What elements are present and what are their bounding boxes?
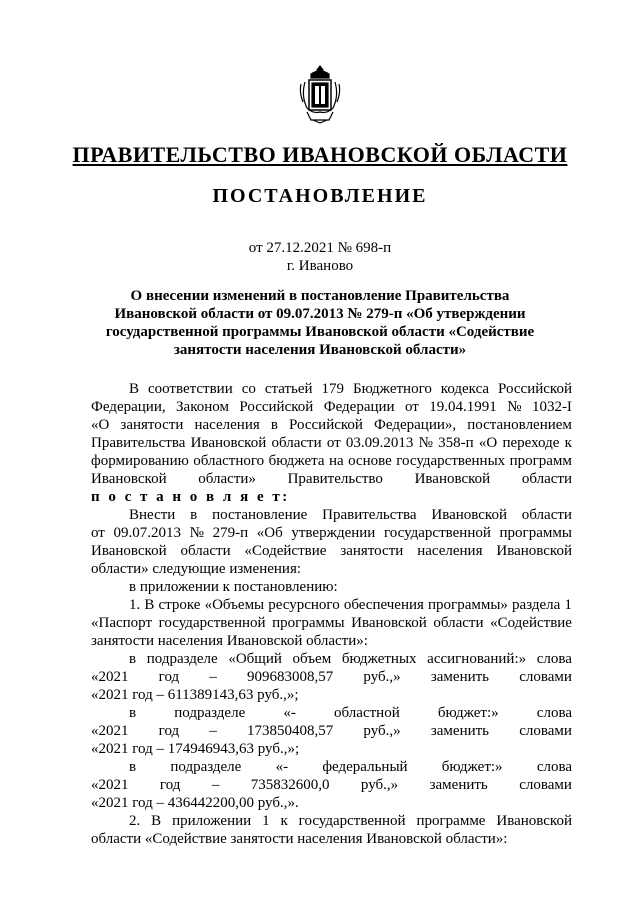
word: области (521, 507, 572, 523)
word: 2. (129, 813, 141, 829)
word: области (180, 543, 231, 559)
text-line (91, 434, 572, 452)
word: Федерации, (91, 399, 166, 415)
line-text: занятости населения Ивановской области»: (91, 633, 368, 649)
text-line (91, 704, 572, 722)
text-line (91, 380, 572, 398)
word: руб.,» (360, 777, 399, 793)
word: Правительства (91, 435, 186, 451)
word: Российской (239, 399, 314, 415)
word: области (271, 435, 322, 451)
word: программе (416, 813, 486, 829)
text-line (91, 776, 572, 794)
word: – (209, 723, 217, 739)
word: программы (499, 525, 572, 541)
word: основе (348, 453, 392, 469)
word: Ивановской (351, 615, 427, 631)
word: В (129, 381, 140, 397)
word: подразделе (170, 759, 242, 775)
line-text: «2021 год – 174946943,63 руб.,»; (91, 741, 300, 757)
word: Внести (129, 507, 176, 523)
word: «О (478, 435, 498, 451)
word: областной (334, 705, 400, 721)
word: Российской (289, 417, 363, 433)
word: Правительства (322, 507, 417, 523)
word: к (564, 435, 572, 451)
word: руб.,» (363, 723, 401, 739)
text-line (91, 794, 572, 812)
word: ассигнований:» (427, 651, 527, 667)
word: год (158, 669, 180, 685)
word: «2021 (91, 777, 129, 793)
word: Законом (176, 399, 229, 415)
word: словами (519, 723, 572, 739)
word: Ивановской (91, 543, 167, 559)
word: слова (536, 651, 572, 667)
word: Ивановской (496, 813, 572, 829)
word: 1032-I (531, 399, 572, 415)
word: 735832600,0 (250, 777, 330, 793)
word: № (507, 399, 522, 415)
text-line (91, 686, 572, 704)
coat-of-arms-icon (297, 62, 343, 124)
word: населения (194, 417, 260, 433)
word: Ивановской (190, 435, 267, 451)
word: словами (519, 777, 572, 793)
word: бюджетных (341, 651, 417, 667)
text-line (91, 668, 572, 686)
word: формированию (91, 453, 189, 469)
line-text: в приложении к постановлению: (129, 579, 338, 595)
word: год (158, 723, 180, 739)
word: № (189, 525, 204, 541)
line-text: «2021 год – 611389143,63 руб.,»; (91, 687, 299, 703)
word: бюджет:» (437, 705, 499, 721)
text-line (91, 632, 572, 650)
word: «2021 (91, 669, 129, 685)
word: «Объемы (204, 597, 265, 613)
word: «Общий (228, 651, 282, 667)
word: подразделе (146, 651, 218, 667)
word: соответствии (147, 381, 233, 397)
word: бюджет:» (441, 759, 503, 775)
line-text: «2021 год – 436442200,00 руб.,». (91, 795, 299, 811)
word: В (151, 813, 162, 829)
word: строке (158, 597, 201, 613)
word: кодекса (440, 381, 490, 397)
word: заменить (429, 777, 488, 793)
government-name: ПРАВИТЕЛЬСТВО ИВАНОВСКОЙ ОБЛАСТИ (72, 142, 568, 167)
word: в (129, 759, 137, 775)
text-line (91, 470, 572, 488)
word: 909683008,57 (247, 669, 334, 685)
word: утверждении (291, 525, 376, 541)
word: год (159, 777, 181, 793)
word: переходе (502, 435, 560, 451)
word: государственных (396, 453, 506, 469)
word: программы» (428, 597, 508, 613)
word: 1. (129, 597, 141, 613)
text-line (91, 542, 572, 560)
subject-line: государственной программы Ивановской области «Содействие (105, 324, 535, 340)
word: «Паспорт (91, 615, 153, 631)
word: программ (509, 453, 572, 469)
word: на (328, 453, 344, 469)
word: Ивановской (414, 471, 491, 487)
word: в (270, 417, 278, 433)
text-line (91, 416, 572, 434)
word: приложении (172, 813, 252, 829)
word: Ивановской (431, 507, 507, 523)
subject-line: О внесении изменений в постановление Правительства (130, 288, 510, 304)
word: руб.,» (363, 669, 401, 685)
word: области» (198, 471, 256, 487)
text-line (91, 812, 572, 830)
word: – (211, 777, 220, 793)
decree-subject (0, 287, 640, 359)
word: 09.07.2013 (113, 525, 181, 541)
subject-line: занятости населения Ивановской области» (173, 342, 467, 358)
word: слова (536, 705, 572, 721)
text-line (91, 398, 572, 416)
word: Российской (498, 381, 572, 397)
word: от (326, 435, 341, 451)
word: 173850408,57 (247, 723, 334, 739)
word: занятости (120, 417, 184, 433)
word: подразделе (174, 705, 246, 721)
word: «Об (256, 525, 283, 541)
word: Ивановской (496, 543, 572, 559)
document-type: ПОСТАНОВЛЕНИЕ (212, 185, 428, 207)
word: статьей (264, 381, 313, 397)
word: к (280, 813, 288, 829)
text-line (91, 722, 572, 740)
text-line (91, 740, 572, 758)
word: федеральный (322, 759, 408, 775)
text-line (91, 650, 572, 668)
word: обеспечения (343, 597, 424, 613)
line-text: области» следующие изменения: (91, 561, 302, 577)
word: «2021 (91, 723, 129, 739)
word: «О (91, 417, 110, 433)
text-line (91, 506, 572, 524)
word: 1 (262, 813, 270, 829)
word: постановление (212, 507, 308, 523)
word: «- (275, 759, 289, 775)
word: населения (417, 543, 483, 559)
word: – (209, 669, 217, 685)
word: Ивановской (91, 471, 167, 487)
word: 279-п (212, 525, 249, 541)
word: области (521, 471, 572, 487)
text-line (91, 488, 572, 506)
word: Федерации», (374, 417, 457, 433)
word: областного (193, 453, 265, 469)
subject-line: Ивановской области от 09.07.2013 № 279-п «Об утверждении (114, 306, 526, 322)
word: от (91, 525, 105, 541)
word: «Содействие (490, 615, 572, 631)
word: заменить (430, 723, 490, 739)
word: со (241, 381, 256, 397)
word: 179 (321, 381, 345, 397)
word: в (190, 507, 198, 523)
text-line (91, 830, 572, 848)
word: ресурсного (268, 597, 340, 613)
line-text: области «Содействие занятости населения Ивановской области»: (91, 831, 508, 847)
word: бюджета (268, 453, 325, 469)
word: объем (292, 651, 332, 667)
text-line (91, 560, 572, 578)
decree-body (91, 380, 572, 848)
text-line (91, 596, 572, 614)
word: Правительство (287, 471, 383, 487)
resolves-word: п о с т а н о в л я е т: (91, 489, 290, 505)
word: от (405, 399, 419, 415)
word: № (418, 435, 433, 451)
word: государственной (298, 813, 406, 829)
word: слова (536, 759, 572, 775)
text-line (91, 758, 572, 776)
word: В (144, 597, 155, 613)
text-line (91, 578, 572, 596)
word: государственной (158, 615, 266, 631)
word: Федерации (323, 399, 395, 415)
word: программы (272, 615, 345, 631)
decree-date-number: от 27.12.2021 № 698-п (248, 240, 392, 256)
word: заменить (430, 669, 490, 685)
word: 19.04.1991 (429, 399, 497, 415)
text-line (91, 614, 572, 632)
word: 03.09.2013 (345, 435, 414, 451)
decree-city: г. Иваново (286, 258, 354, 274)
word: 1 (564, 597, 572, 613)
text-line (91, 524, 572, 542)
word: в (129, 705, 137, 721)
word: 358-п (438, 435, 474, 451)
word: раздела (512, 597, 561, 613)
word: «- (283, 705, 296, 721)
word: «Содействие (244, 543, 327, 559)
word: в (129, 651, 137, 667)
word: области (433, 615, 484, 631)
word: занятости (340, 543, 404, 559)
word: постановлением (467, 417, 572, 433)
word: государственной (383, 525, 491, 541)
text-line (91, 452, 572, 470)
word: словами (519, 669, 572, 685)
word: Бюджетного (352, 381, 432, 397)
